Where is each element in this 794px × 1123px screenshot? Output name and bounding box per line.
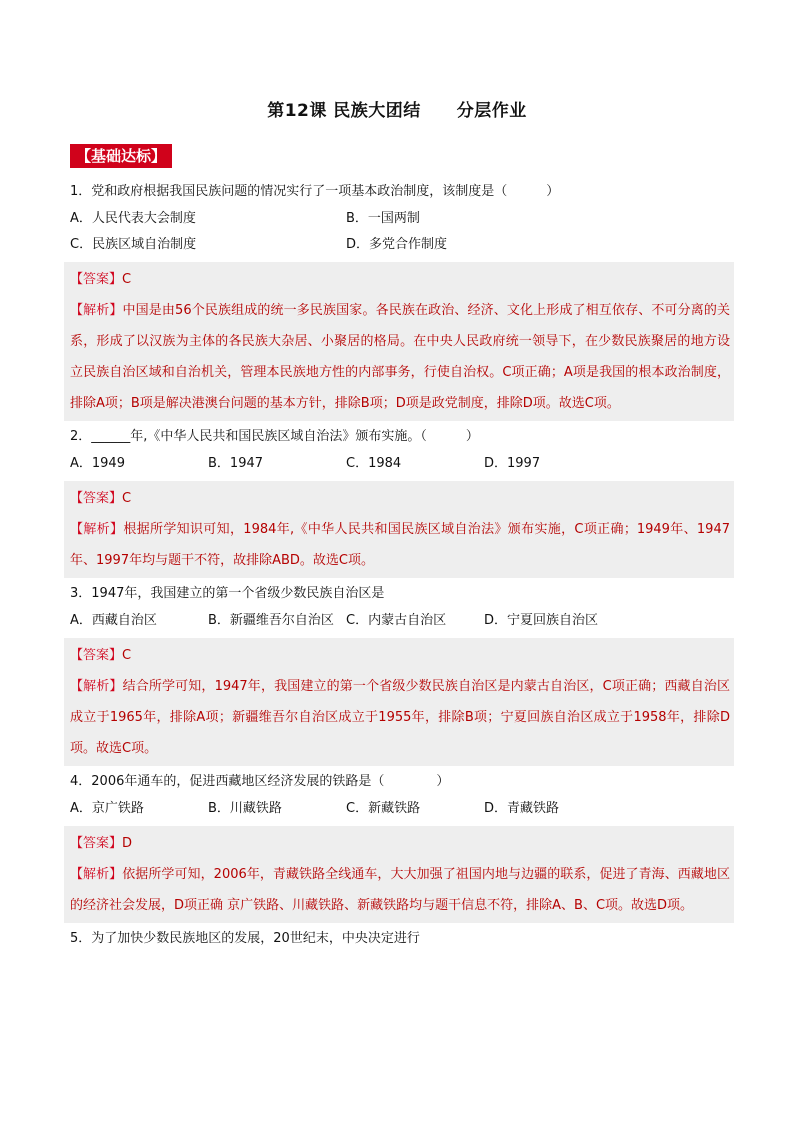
option: C．1984: [346, 456, 402, 471]
explanation-text: 中国是由56个民族组成的统一多民族国家。各民族在政治、经济、文化上形成了相互依存、不可分离的关系，形成了以汉族为主体的各民族大杂居、小聚居的格局。在中央人民政府统一领导下，在少数民族聚居的地方设立民族自治区域和自治机关，管理本民族地方性的内部事务，行使自治权。C项正确；A项是我国的根本政治制度，排除A项；B项是解决港澳台问题的基本方针，排除B项；D项是政党制度，排除D项。故选C项。: [70, 303, 730, 411]
option: B．1947: [208, 456, 264, 471]
option: C．新藏铁路: [346, 801, 421, 816]
option: B．新疆维吾尔自治区: [208, 613, 334, 628]
option: A．京广铁路: [70, 801, 144, 816]
option: C．内蒙古自治区: [346, 613, 447, 628]
option-row: [70, 798, 730, 820]
option-row: [70, 453, 730, 475]
option: D．宁夏回族自治区: [484, 613, 599, 628]
option: C．民族区域自治制度: [70, 237, 197, 252]
title-homework: 分层作业: [456, 101, 527, 121]
section-badge-basic: 【基础达标】: [70, 144, 172, 168]
page-title: [0, 96, 794, 121]
question-stem: 1．党和政府根据我国民族问题的情况实行了一项基本政治制度，该制度是（ ）: [70, 184, 560, 199]
option: D．青藏铁路: [484, 801, 560, 816]
question-stem: 4．2006年通车的，促进西藏地区经济发展的铁路是（ ）: [70, 774, 450, 789]
explanation-label: 【解析】: [70, 522, 124, 537]
answer-value: C: [122, 648, 132, 663]
option-row: [70, 208, 730, 230]
option: D．多党合作制度: [346, 237, 448, 252]
answer-label: 【答案】: [70, 648, 123, 663]
answer-label: 【答案】: [70, 272, 123, 287]
option: B．川藏铁路: [208, 801, 282, 816]
option: A．西藏自治区: [70, 613, 157, 628]
answer-value: C: [122, 272, 132, 287]
option: D．1997: [484, 456, 541, 471]
explanation-text: 依据所学可知，2006年，青藏铁路全线通车，大大加强了祖国内地与边疆的联系，促进了青海、西藏地区的经济社会发展，D项正确 京广铁路、川藏铁路、新藏铁路均与题干信息不符，排除A、B、C项。故选D项。: [70, 867, 730, 913]
question-list: [70, 178, 730, 955]
explanation-label: 【解析】: [70, 303, 123, 318]
question-stem: 3．1947年，我国建立的第一个省级少数民族自治区是: [70, 586, 385, 601]
answer-block: [64, 262, 734, 421]
explanation-label: 【解析】: [70, 867, 123, 882]
answer-label: 【答案】: [70, 491, 123, 506]
question-stem: 5．为了加快少数民族地区的发展，20世纪末，中央决定进行: [70, 931, 420, 946]
answer-block: [64, 481, 734, 578]
question-stem: 2．______年,《中华人民共和国民族区域自治法》颁布实施。（ ）: [70, 429, 479, 444]
option: A．人民代表大会制度: [70, 211, 196, 226]
option-row: [70, 234, 730, 256]
answer-block: [64, 638, 734, 766]
option-row: [70, 610, 730, 632]
answer-block: [64, 826, 734, 923]
explanation-text: 根据所学知识可知，1984年,《中华人民共和国民族区域自治法》颁布实施，C项正确；1949年、1947年、1997年均与题干不符，故排除ABD。故选C项。: [70, 522, 730, 568]
explanation-text: 结合所学可知，1947年，我国建立的第一个省级少数民族自治区是内蒙古自治区，C项正确；西藏自治区成立于1965年，排除A项；新疆维吾尔自治区成立于1955年，排除B项；宁夏回族自治区成立于1958年，排除D项。故选C项。: [70, 679, 730, 756]
option: A．1949: [70, 456, 125, 471]
title-lesson: 第12课 民族大团结: [267, 101, 421, 121]
answer-value: C: [122, 491, 132, 506]
option: B．一国两制: [346, 211, 420, 226]
answer-label: 【答案】: [70, 836, 123, 851]
answer-value: D: [122, 836, 133, 851]
explanation-label: 【解析】: [70, 679, 123, 694]
